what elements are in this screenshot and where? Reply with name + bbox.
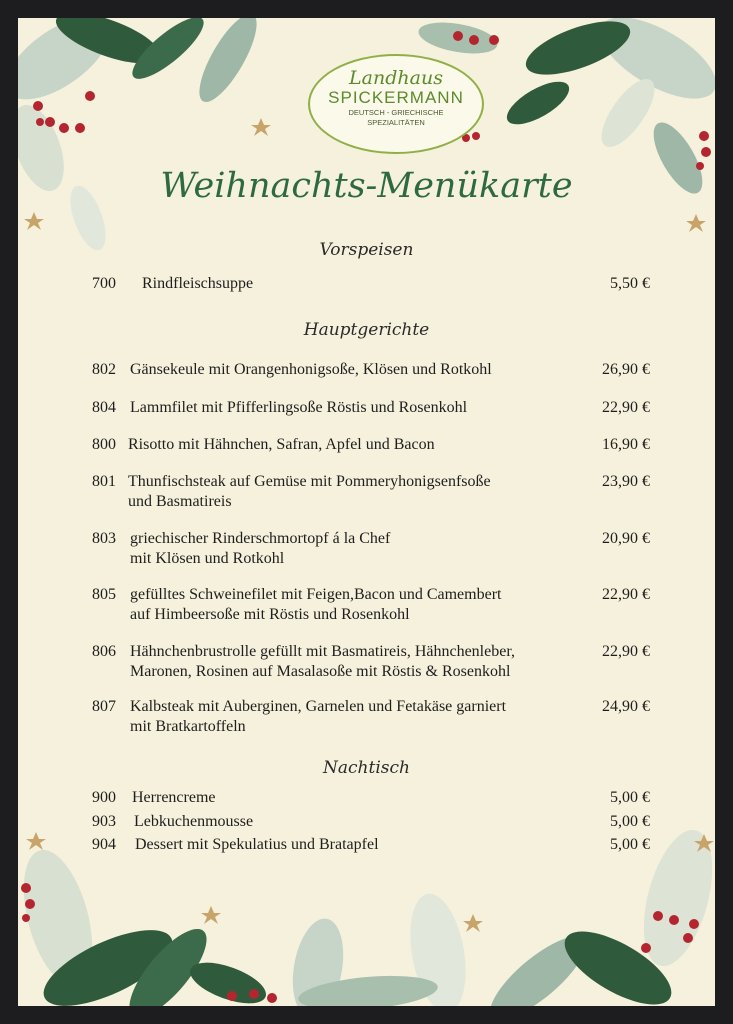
item-number: 804 xyxy=(92,399,116,416)
item-price: 16,90 € xyxy=(602,436,650,453)
menu-item xyxy=(18,642,715,682)
menu-item xyxy=(18,697,715,737)
logo-line-3: DEUTSCH - GRIECHISCHE xyxy=(348,108,444,117)
item-number: 803 xyxy=(92,530,116,547)
item-name: Risotto mit Hähnchen, Safran, Apfel und Bacon xyxy=(128,436,435,453)
menu-item xyxy=(18,585,715,625)
item-price: 22,90 € xyxy=(602,643,650,660)
item-price: 22,90 € xyxy=(602,586,650,603)
item-name: Dessert mit Spekulatius und Bratapfel xyxy=(135,836,379,853)
item-number: 801 xyxy=(92,473,116,490)
item-name: Lebkuchenmousse xyxy=(134,813,254,830)
item-name-line-2: mit Klösen und Rotkohl xyxy=(130,550,285,567)
item-price: 22,90 € xyxy=(602,399,650,416)
item-price: 23,90 € xyxy=(602,473,650,490)
menu-item xyxy=(18,529,715,569)
item-number: 806 xyxy=(92,643,116,660)
restaurant-logo xyxy=(308,54,484,154)
item-name-line-2: mit Bratkartoffeln xyxy=(130,718,246,735)
item-name: Hähnchenbrustrolle gefüllt mit Basmatireis, Hähnchenleber, xyxy=(130,643,516,660)
item-name: Herrencreme xyxy=(132,789,216,806)
item-name-line-2: Maronen, Rosinen auf Masalasoße mit Röstis & Rosenkohl xyxy=(130,663,511,680)
item-name: Gänsekeule mit Orangenhonigsoße, Klösen und Rotkohl xyxy=(130,361,492,378)
item-price: 20,90 € xyxy=(602,530,650,547)
section-heading-desserts: Nachtisch xyxy=(323,758,410,778)
logo-line-4: SPEZIALITÄTEN xyxy=(367,118,425,127)
menu-page xyxy=(18,18,715,1006)
item-name: Rindfleischsuppe xyxy=(142,275,254,292)
section-heading-starters: Vorspeisen xyxy=(319,240,414,260)
item-price: 26,90 € xyxy=(602,361,650,378)
menu-title: Weihnachts-Menükarte xyxy=(160,166,573,206)
item-name: Thunfischsteak auf Gemüse mit Pommeryhonigsenfsoße xyxy=(128,473,491,490)
item-price: 5,00 € xyxy=(610,836,650,853)
item-number: 900 xyxy=(92,789,116,806)
item-price: 5,50 € xyxy=(610,275,650,292)
item-number: 700 xyxy=(92,275,116,292)
top-left-leaves xyxy=(18,18,267,255)
item-name: gefülltes Schweinefilet mit Feigen,Bacon und Camembert xyxy=(130,586,502,603)
item-name: griechischer Rinderschmortopf á la Chef xyxy=(130,530,391,547)
logo-line-2: SPICKERMANN xyxy=(328,88,464,107)
item-number: 903 xyxy=(92,813,116,830)
item-number: 800 xyxy=(92,436,116,453)
item-number: 805 xyxy=(92,586,116,603)
item-name-line-2: und Basmatireis xyxy=(128,493,232,510)
item-number: 807 xyxy=(92,698,116,715)
item-number: 802 xyxy=(92,361,116,378)
item-price: 5,00 € xyxy=(610,813,650,830)
item-price: 24,90 € xyxy=(602,698,650,715)
item-name: Lammfilet mit Pfifferlingsoße Röstis und Rosenkohl xyxy=(130,399,468,416)
item-price: 5,00 € xyxy=(610,789,650,806)
item-name-line-2: auf Himbeersoße mit Röstis und Rosenkohl xyxy=(130,606,410,623)
menu-item xyxy=(18,472,715,512)
item-name: Kalbsteak mit Auberginen, Garnelen und Fetakäse garniert xyxy=(130,698,507,715)
section-heading-mains: Hauptgerichte xyxy=(303,320,430,340)
logo-line-1: Landhaus xyxy=(349,67,443,89)
item-number: 904 xyxy=(92,836,116,853)
